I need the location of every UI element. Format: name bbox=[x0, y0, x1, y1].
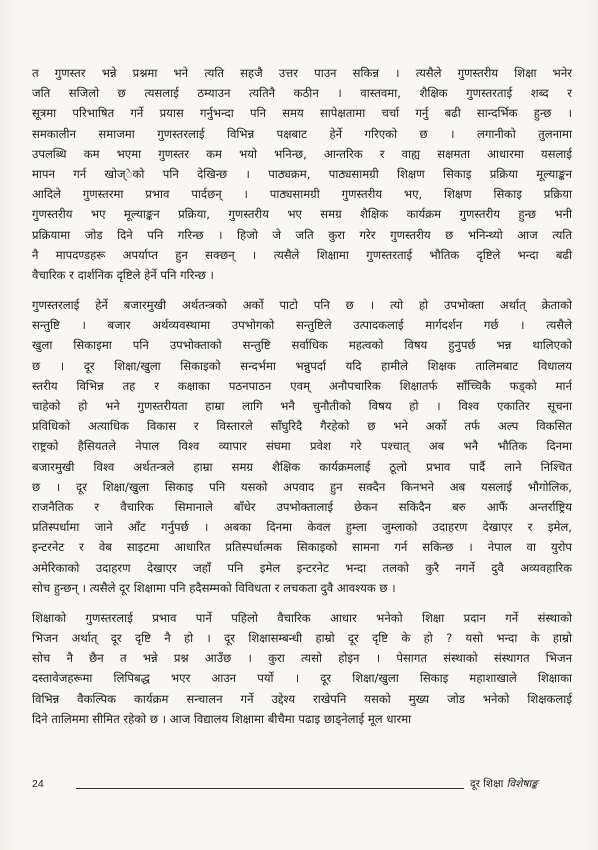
text-line: प्रविधिको अत्याधिक विकास र विस्तारले साँघुरिदै गैरहेको छ भने अर्को तर्फ अल्प विकसित bbox=[32, 419, 572, 434]
text-line: सूत्रमा परिभाषित गर्ने प्रयास गर्नुभन्दा पनि समय सापेक्षतामा चर्चा गर्नु बढी सान्दर्भिक हुन्छ । bbox=[32, 106, 572, 121]
footer-title-italic: विशेषाङ्क bbox=[506, 778, 538, 790]
text-line: इन्टरनेट र वेब साइटमा आधारित प्रतिस्पर्धात्मक सिकाइको सामना गर्न सकिन्छ । नेपाल वा युरोप bbox=[32, 540, 572, 555]
text-line: वैचारिक र दार्शनिक दृष्टिले हेर्ने पनि गरिन्छ । bbox=[32, 267, 214, 282]
text-line: बजारमुखी विश्व अर्थतन्त्रले हाम्रा समग्र शैक्षिक कार्यक्रमलाई ठूलो प्रभाव पार्दै लाने निश्चित bbox=[32, 459, 572, 474]
paragraph bbox=[32, 295, 572, 598]
text-line: गुणस्तरलाई हेर्ने बजारमुखी अर्थतन्त्रको अर्को पाटो पनि छ । त्यो हो उपभोक्ता अर्थात् क्रेताको bbox=[32, 298, 572, 313]
text-line: सन्तुष्टि । बजार अर्थव्यवस्थामा उपभोगको सन्तुष्टिले उत्पादकलाई मार्गदर्शन गर्छ । त्यसैले bbox=[32, 318, 572, 333]
text-line: समकालीन समाजमा गुणस्तरलाई विभिन्न पक्षबाट हेर्ने गरिएको छ । लगानीको तुलनामा bbox=[32, 126, 572, 141]
text-line: त गुणस्तर भन्ने प्रश्नमा भने त्यति सहजै उत्तर पाउन सकिन्न । त्यसैले गुणस्तरीय शिक्षा भनेर bbox=[32, 66, 572, 80]
text-line: भिजन अर्थात् दूर दृष्टि नै हो । दूर शिक्षासम्बन्धी हाम्रो दूर दृष्टि के हो ? यसो भन्दा के हाम्रो bbox=[32, 631, 572, 646]
text-line: अमेरिकाको उदाहरण देखाएर जहाँ पनि इमेल इन्टरनेट भन्दा तलको कुरै नगर्ने दुवै अव्यवहारिक bbox=[32, 560, 572, 575]
page-footer bbox=[32, 777, 572, 797]
text-line: चाहेको हो भने गुणस्तरीयता हाम्रा लागि भनै चुनौतीको विषय हो । विश्व एकातिर सूचना bbox=[32, 399, 572, 413]
text-line: छ । दूर शिक्षा/खुला सिकाइ पनि यसको अपवाद हुन सक्दैन किनभने अब यसलाई भौगोलिक, bbox=[32, 479, 572, 494]
text-line: नै मापदण्डहरू अपर्याप्त हुन सक्छन् । त्यसैले शिक्षामा गुणस्तरताई भौतिक दृष्टिले भन्दा बढी bbox=[32, 247, 572, 262]
text-line: खुला सिकाइमा पनि उपभोक्ताको सन्तुष्टि सर्वाधिक महत्वको विषय हुनुपर्छ भन्न थालिएको bbox=[32, 338, 572, 353]
text-line: प्रक्रियामा जोड दिने पनि गरिन्छ । हिजो जे जति कुरा गरेर गुणस्तरीय छ भनिन्थ्यो आज त्यति bbox=[32, 227, 572, 242]
paragraph bbox=[32, 608, 572, 729]
text-line: मापन गर्न खोज्ेको पनि देखिन्छ । पाठ्यक्रम, पाठ्यसामग्री शिक्षण सिकाइ प्रक्रिया मूल्याङ्कन bbox=[32, 166, 572, 181]
paragraph bbox=[32, 63, 572, 285]
text-line: राष्ट्रको हैसियतले नेपाल विश्व व्यापार संघमा प्रवेश गरे पश्चात् अब भनै भौतिक दिनमा bbox=[32, 439, 572, 454]
page-number: 24 bbox=[32, 778, 44, 790]
text-line: गुणस्तरीय भए मूल्याङ्कन प्रक्रिया, गुणस्तरीय भए समग्र शैक्षिक कार्यक्रम गुणस्तरीय हुन्छ भनी bbox=[32, 207, 572, 222]
text-line: जति सजिलो छ त्यसलाई ठम्याउन त्यतिनै कठीन । वास्तवमा, शैक्षिक गुणस्तरताई शब्द र bbox=[32, 86, 572, 101]
footer-rule bbox=[76, 788, 464, 789]
text-line: विभिन्न वैकल्पिक कार्यक्रम सन्चालन गर्ने उद्देश्य राखेपनि यसको मुख्य जोड भनेको शिक्षकलाई bbox=[32, 691, 572, 706]
text-line: उपलब्धि कम भएमा गुणस्तर कम भयो भनिन्छ, आन्तरिक र वाह्य सक्षमता आधारमा यसलाई bbox=[32, 146, 572, 161]
text-line: दस्तावेजहरूमा लिपिबद्ध भएर आउन पर्यो । दूर शिक्षा/खुला सिकाइ महाशाखाले शिक्षाका bbox=[32, 671, 572, 686]
text-line: प्रतिस्पर्धामा जाने आँट गर्नुपर्छ । अबका दिनमा केवल हुम्ला जुम्लाको उदाहरण देखाएर र इमेल, bbox=[32, 520, 572, 535]
text-line: स्तरीय विभिन्न तह र कक्षाका पठनपाठन एवम् अनौपचारिक शिक्षातर्फ साँच्चिकै फड्को मार्न bbox=[32, 378, 572, 393]
footer-title bbox=[470, 777, 538, 791]
text-line: सोच नै छैन त भन्ने प्रश्न आउँछ । कुरा त्यसो होइन । पेसागत संस्थाको संस्थागत भिजन bbox=[32, 651, 572, 666]
footer-title-plain: दूर शिक्षा bbox=[470, 778, 504, 790]
text-line: सोच हुन्छन् । त्यसैले दूर शिक्षामा पनि हदैसम्मको विविधता र लचकता दुवै आवश्यक छ । bbox=[32, 580, 396, 595]
text-line: आदिले गुणस्तरमा प्रभाव पार्दछन् । पाठ्यसामग्री गुणस्तरीय भए, शिक्षण सिकाइ प्रक्रिया bbox=[32, 187, 572, 202]
text-line: छ । दूर शिक्षा/खुला सिकाइको सन्दर्भमा भन्नुपर्दा यदि हामीले शिक्षक तालिमबाट विधालय bbox=[32, 358, 572, 373]
text-line: दिने तालिममा सीमित रहेको छ । आज विद्यालय शिक्षामा बीचैमा पढाइ छाड्नेलाई मूल धारमा bbox=[32, 711, 412, 726]
body-text bbox=[32, 63, 572, 739]
text-line: राजनैतिक र वैचारिक सिमानाले बाँधेर उपभोक्तालाई छेकन सकिदैन बरु आफैं अन्तर्राष्ट्रिय bbox=[32, 499, 572, 514]
text-line: शिक्षाको गुणस्तरलाई प्रभाव पार्ने पहिलो वैचारिक आधार भनेको शिक्षा प्रदान गर्ने संस्थाको bbox=[32, 610, 572, 625]
